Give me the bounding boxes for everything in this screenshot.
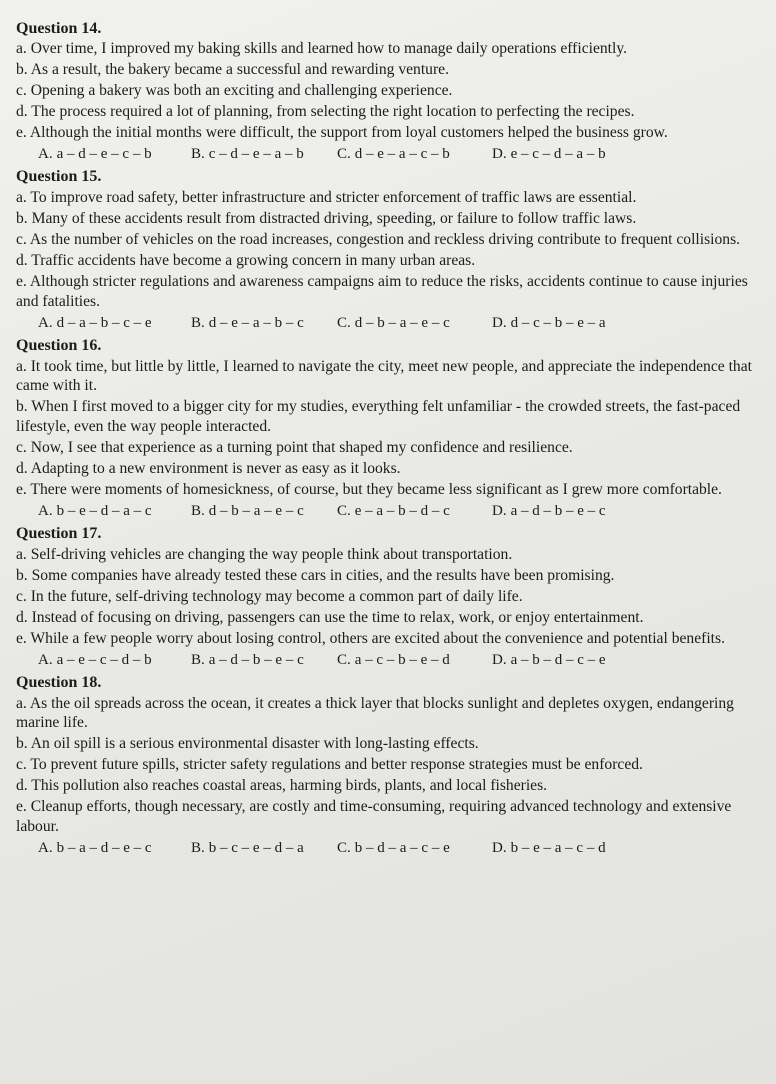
question-title: Question 16. [16,336,102,354]
answer-option[interactable] [337,838,492,858]
option-letter: C. [337,502,351,519]
answer-option[interactable] [492,838,642,858]
option-sequence: b – a – d – e – c [56,839,152,856]
option-sequence: d – e – a – b – c [208,314,304,331]
sentence-item: a. Self-driving vehicles are changing the way people think about transportation. [16,545,513,563]
option-letter: D. [492,651,507,668]
option-sequence: d – c – b – e – a [510,314,606,331]
sentence-item: c. In the future, self-driving technology may become a common part of daily life. [16,587,523,605]
option-letter: C. [337,651,351,668]
sentence-item: b. As a result, the bakery became a successful and rewarding venture. [16,61,449,78]
option-sequence: a – c – b – e – d [354,651,450,668]
answer-option[interactable] [492,313,642,333]
option-letter: A. [38,651,53,668]
option-sequence: a – d – b – e – c [510,502,606,519]
option-letter: A. [38,314,53,331]
option-letter: B. [191,502,205,519]
answer-option[interactable] [191,313,337,333]
answer-options [38,650,762,670]
answer-options [38,501,762,521]
option-letter: C. [337,146,351,162]
answer-options [38,838,762,858]
option-sequence: b – e – a – c – d [510,839,606,856]
option-letter: B. [191,839,205,856]
option-letter: B. [191,146,205,162]
sentence-item: e. There were moments of homesickness, of course, but they became less significant as I grew more comfortable. [16,480,722,498]
answer-option[interactable] [38,501,191,521]
option-letter: A. [38,502,53,519]
sentence-item: e. Although stricter regulations and awareness campaigns aim to reduce the risks, accidents continue to cause injuries and fatalities. [16,273,748,310]
sentence-item: e. Although the initial months were difficult, the support from loyal customers helped the business grow. [16,124,668,141]
option-letter: A. [38,839,53,856]
sentence-item: a. To improve road safety, better infrastructure and stricter enforcement of traffic laws are essential. [16,189,637,206]
option-sequence: d – e – a – c – b [354,146,450,162]
sentence-item: e. Cleanup efforts, though necessary, are costly and time-consuming, requiring advanced technology and extensive labour. [16,798,732,835]
answer-option[interactable] [38,650,191,670]
sentence-item: d. Adapting to a new environment is never as easy as it looks. [16,459,401,477]
answer-option[interactable] [337,313,492,333]
sentence-item: d. Instead of focusing on driving, passengers can use the time to relax, work, or enjoy entertainment. [16,608,644,626]
answer-option[interactable] [492,650,642,670]
option-sequence: a – d – b – e – c [208,651,304,668]
answer-option[interactable] [337,144,492,164]
answer-option[interactable] [38,313,191,333]
sentence-item: a. As the oil spreads across the ocean, it creates a thick layer that blocks sunlight and depletes oxygen, endangering marine life. [16,694,734,731]
sentence-item: b. When I first moved to a bigger city for my studies, everything felt unfamiliar - the crowded streets, the fast-paced lifestyle, even the way people interacted. [16,398,741,435]
option-sequence: b – e – d – a – c [56,502,152,519]
sentence-item: c. Opening a bakery was both an exciting and challenging experience. [16,82,453,99]
sentence-item: c. As the number of vehicles on the road increases, congestion and reckless driving contribute to frequent collisions. [16,231,741,248]
question-block [16,18,762,164]
option-letter: D. [492,839,507,856]
question-block [16,523,762,670]
question-block [16,672,762,858]
question-title: Question 17. [16,524,102,542]
sentence-item: e. While a few people worry about losing control, others are excited about the convenience and potential benefits. [16,629,725,647]
option-letter: A. [38,146,53,162]
sentence-item: b. Many of these accidents result from distracted driving, speeding, or failure to follow traffic laws. [16,210,637,227]
question-title: Question 18. [16,673,102,691]
option-letter: D. [492,314,507,331]
option-letter: D. [492,502,507,519]
question-block [16,166,762,333]
question-block [16,335,762,521]
option-letter: C. [337,839,351,856]
answer-option[interactable] [191,838,337,858]
option-letter: C. [337,314,351,331]
sentence-item: c. To prevent future spills, stricter safety regulations and better response strategies must be enforced. [16,756,643,773]
option-sequence: e – a – b – d – c [354,502,450,519]
option-sequence: d – b – a – e – c [354,314,450,331]
option-sequence: a – e – c – d – b [56,651,152,668]
option-sequence: d – a – b – c – e [56,314,152,331]
option-letter: B. [191,651,205,668]
answer-option[interactable] [38,144,191,164]
answer-options [38,144,762,164]
option-sequence: a – b – d – c – e [510,651,606,668]
answer-option[interactable] [337,501,492,521]
answer-options [38,313,762,333]
option-sequence: a – d – e – c – b [56,146,152,162]
answer-option[interactable] [492,144,642,164]
option-sequence: e – c – d – a – b [510,146,606,162]
sentence-item: a. Over time, I improved my baking skills and learned how to manage daily operations efficiently. [16,40,628,57]
option-letter: D. [492,146,507,162]
answer-option[interactable] [191,650,337,670]
sentence-item: b. Some companies have already tested these cars in cities, and the results have been promising. [16,566,615,584]
option-letter: B. [191,314,205,331]
sentence-item: b. An oil spill is a serious environmental disaster with long-lasting effects. [16,735,479,752]
option-sequence: d – b – a – e – c [208,502,304,519]
question-title: Question 14. [16,20,102,37]
sentence-item: d. The process required a lot of planning, from selecting the right location to perfecting the recipes. [16,103,635,120]
answer-option[interactable] [492,501,642,521]
answer-option[interactable] [191,501,337,521]
option-sequence: b – d – a – c – e [354,839,450,856]
sentence-item: a. It took time, but little by little, I learned to navigate the city, meet new people, and appreciate the independence that came with it. [16,357,752,394]
answer-option[interactable] [337,650,492,670]
sentence-item: d. Traffic accidents have become a growing concern in many urban areas. [16,252,476,269]
sentence-item: d. This pollution also reaches coastal areas, harming birds, plants, and local fisheries. [16,777,548,794]
answer-option[interactable] [38,838,191,858]
sentence-item: c. Now, I see that experience as a turning point that shaped my confidence and resilience. [16,438,573,456]
option-sequence: c – d – e – a – b [208,146,304,162]
question-title: Question 15. [16,168,102,185]
option-sequence: b – c – e – d – a [208,839,304,856]
answer-option[interactable] [191,144,337,164]
